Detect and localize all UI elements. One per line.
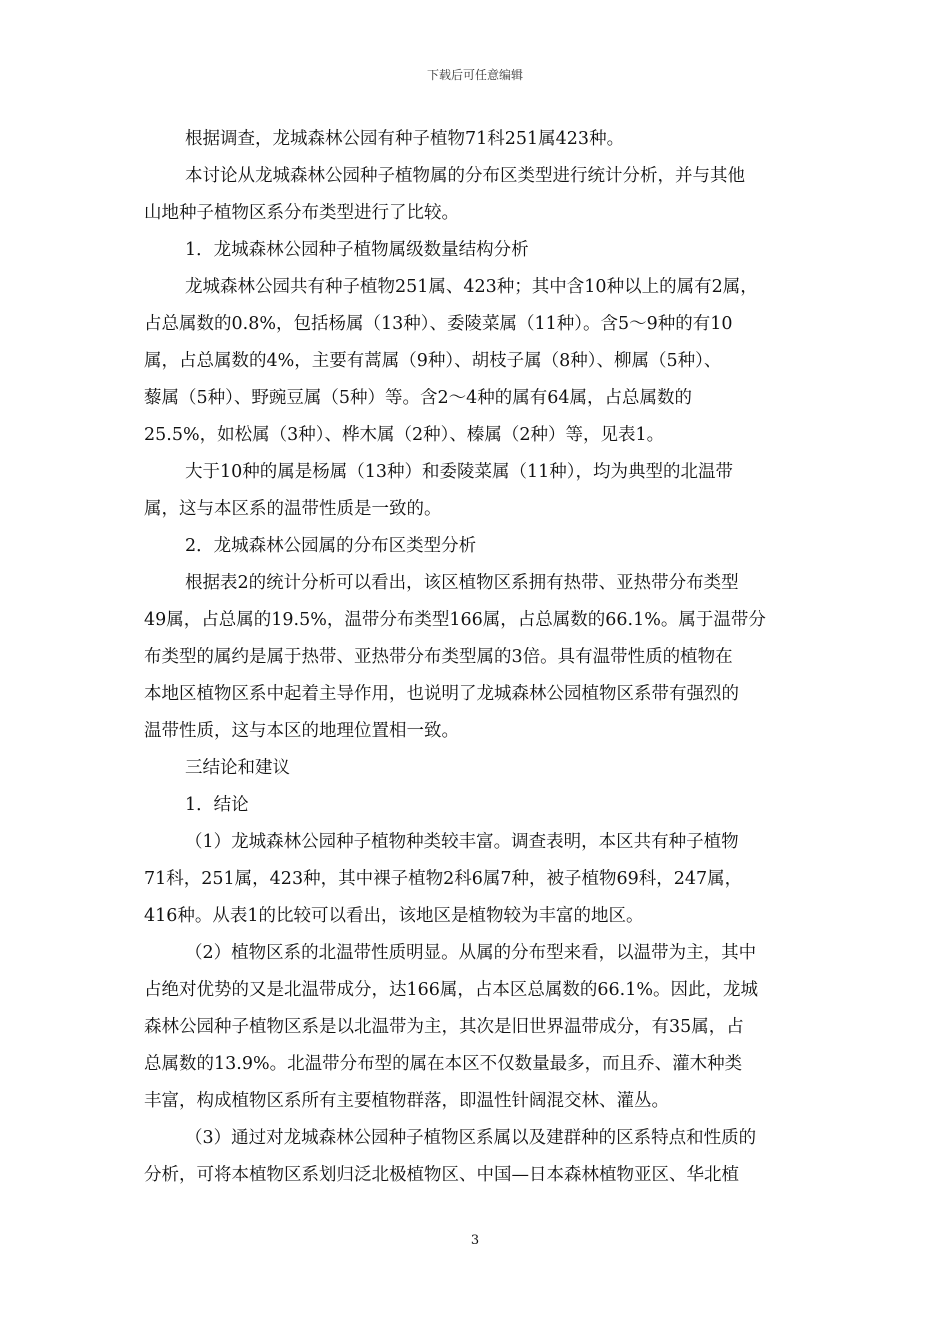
paragraph-survey-summary (0, 121, 950, 158)
text-line: 占总属数的0.8%，包括杨属（13种）、委陵菜属（11种）。含5～9种的有10 (144, 314, 733, 334)
paragraph-conclusion-2 (0, 935, 950, 1120)
text-line: 龙城森林公园共有种子植物251属、423种；其中含10种以上的属有2属， (185, 277, 758, 297)
text-line: 属，这与本区系的温带性质是一致的。 (144, 499, 442, 519)
page-header-note: 下载后可任意编辑 (426, 68, 523, 82)
section-heading-genus-structure (0, 232, 950, 269)
paragraph-genus-structure (0, 269, 950, 454)
paragraph-study-intro (0, 158, 950, 232)
text-line: 25.5%，如松属（3种）、桦木属（2种）、榛属（2种）等，见表1。 (144, 425, 665, 445)
text-line: （3）通过对龙城森林公园种子植物区系属以及建群种的区系特点和性质的 (185, 1128, 757, 1148)
text-line: 大于10种的属是杨属（13种）和委陵菜属（11种），均为典型的北温带 (185, 462, 734, 482)
text-line: 温带性质，这与本区的地理位置相一致。 (144, 721, 459, 741)
text-line: 71科，251属，423种，其中裸子植物2科6属7种，被子植物69科，247属， (144, 869, 743, 889)
heading-line: 1．结论 (185, 795, 249, 815)
text-line: 布类型的属约是属于热带、亚热带分布类型属的3倍。具有温带性质的植物在 (144, 647, 733, 667)
paragraph-conclusion-1 (0, 824, 950, 935)
text-line: 丰富，构成植物区系所有主要植物群落，即温性针阔混交林、灌丛。 (144, 1091, 669, 1111)
text-line: 占绝对优势的又是北温带成分，达166属，占本区总属数的66.1%。因此，龙城 (144, 980, 758, 1000)
text-line: 分析，可将本植物区系划归泛北极植物区、中国—日本森林植物亚区、华北植 (144, 1165, 739, 1185)
subsection-heading-conclusion (0, 787, 950, 824)
text-line: 49属，占总属的19.5%，温带分布类型166属，占总属数的66.1%。属于温带分 (144, 610, 766, 630)
text-line: 总属数的13.9%。北温带分布型的属在本区不仅数量最多，而且乔、灌木种类 (144, 1054, 743, 1074)
heading-line: 1．龙城森林公园种子植物属级数量结构分析 (185, 240, 529, 260)
paragraph-distribution-types (0, 565, 950, 750)
text-line: （2）植物区系的北温带性质明显。从属的分布型来看，以温带为主，其中 (185, 943, 757, 963)
paragraph-large-genera (0, 454, 950, 528)
text-line: 本讨论从龙城森林公园种子植物属的分布区类型进行统计分析，并与其他 (185, 166, 745, 186)
text-line: 山地种子植物区系分布类型进行了比较。 (144, 203, 459, 223)
text-line: 本地区植物区系中起着主导作用，也说明了龙城森林公园植物区系带有强烈的 (144, 684, 739, 704)
text-line: （1）龙城森林公园种子植物种类较丰富。调查表明，本区共有种子植物 (185, 832, 739, 852)
heading-line: 2．龙城森林公园属的分布区类型分析 (185, 536, 477, 556)
text-line: 根据表2的统计分析可以看出，该区植物区系拥有热带、亚热带分布类型 (185, 573, 739, 593)
document-body (0, 121, 950, 1194)
text-line: 藜属（5种）、野豌豆属（5种）等。含2～4种的属有64属，占总属数的 (144, 388, 693, 408)
paragraph-conclusion-3 (0, 1120, 950, 1194)
text-line: 根据调查，龙城森林公园有种子植物71科251属423种。 (185, 129, 625, 149)
section-heading-conclusions (0, 750, 950, 787)
text-line: 森林公园种子植物区系是以北温带为主，其次是旧世界温带成分，有35属，占 (144, 1017, 744, 1037)
section-heading-distribution-types (0, 528, 950, 565)
text-line: 属，占总属数的4%，主要有蒿属（9种）、胡枝子属（8种）、柳属（5种）、 (144, 351, 722, 371)
page-number: 3 (470, 1233, 480, 1248)
heading-line: 三结论和建议 (185, 758, 290, 778)
text-line: 416种。从表1的比较可以看出，该地区是植物较为丰富的地区。 (144, 906, 644, 926)
